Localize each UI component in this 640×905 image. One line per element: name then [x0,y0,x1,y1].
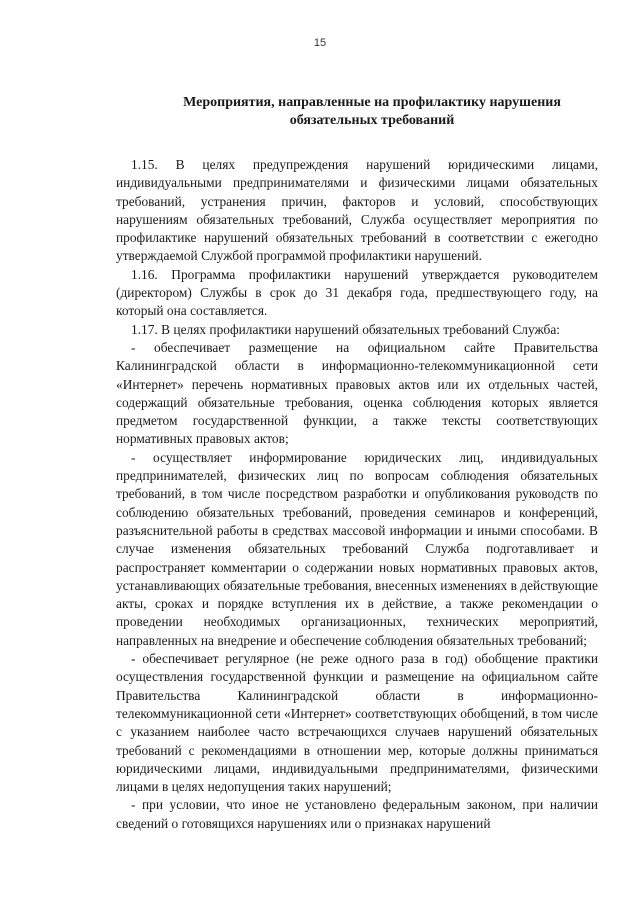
page-number: 15 [313,37,327,49]
section-heading-line-1: Мероприятия, направленные на профилактику нарушения [183,95,561,110]
document-body [116,94,598,833]
paragraph-1-15: 1.15. В целях предупреждения нарушений юридическими лицами, индивидуальными предпринимателями и физическими лицами обязательных требований, устранения причин, факторов и условий, способствующих нарушениям обязательных требований, Служба осуществляет мероприятия по профилактике нарушений обязательных требований в соответствии с ежегодно утверждаемой Службой программой профилактики нарушений. [116,157,598,264]
list-item-informing: - осуществляет информирование юридических лиц, индивидуальных предпринимателей, физических лиц по вопросам соблюдения обязательных требований, в том числе посредством разработки и опубликования руководств по соблюдению обязательных требований, проведения семинаров и конференций, разъяснительной работы в средствах массовой информации и иными способами. В случае изменения обязательных требований Служба подготавливает и распространяет комментарии о содержании новых нормативных правовых актов, устанавливающих обязательные требования, внесенных изменениях в действующие акты, сроках и порядке вступления их в действие, а также рекомендации о проведении необходимых организационных, технических мероприятий, направленных на внедрение и обеспечение соблюдения обязательных требований; [116,449,598,648]
section-heading-line-2: обязательных требований [289,113,455,128]
list-item-website-publication: - обеспечивает размещение на официальном сайте Правительства Калининградской области в информационно-телекоммуникационной сети «Интернет» перечень нормативных правовых актов или их отдельных частей, содержащий обязательные требования, оценка соблюдения которых является предметом государственной функции, а также тексты соответствующих нормативных правовых актов; [116,339,598,447]
list-item-generalization: - обеспечивает регулярное (не реже одного раза в год) обобщение практики осуществления государственной функции и размещение на официальном сайте Правительства Калининградской области в информационно-телекоммуникационной сети «Интернет» соответствующих обобщений, в том числе с указанием наиболее часто встречающихся случаев нарушений обязательных требований с рекомендациями в отношении мер, которые должны приниматься юридическими лицами, индивидуальными предпринимателями, физическими лицами в целях недопущения таких нарушений; [116,651,598,795]
paragraph-1-17: 1.17. В целях профилактики нарушений обязательных требований Служба: [131,321,561,337]
section-heading [146,94,598,130]
list-item-warnings: - при условии, что иное не установлено федеральным законом, при наличии сведений о готовящихся нарушениях или о признаках нарушений [116,797,598,831]
paragraph-1-16: 1.16. Программа профилактики нарушений утверждается руководителем (директором) Службы в срок до 31 декабря года, предшествующего году, на который она составляется. [116,266,598,319]
